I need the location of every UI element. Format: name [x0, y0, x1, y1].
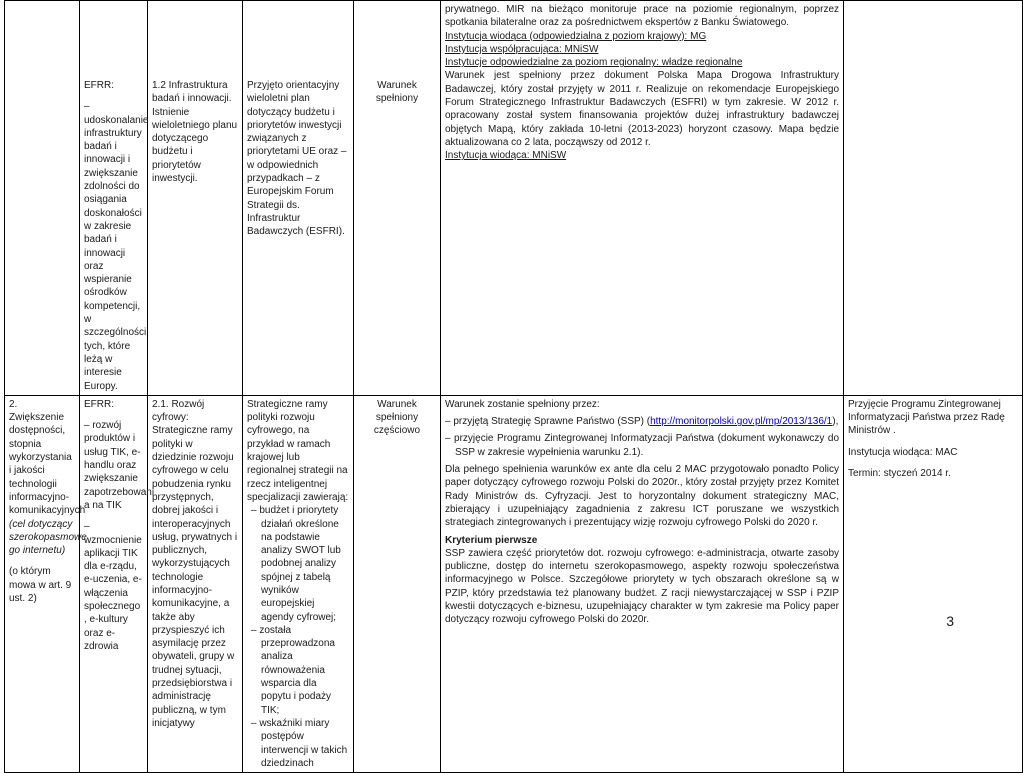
- explanation-cell: [441, 395, 844, 772]
- criteria-item: – została przeprowadzona analiza równoważenia wsparcia dla popytu i podaży TIK;: [251, 624, 335, 716]
- objective-title: 2. Zwiększenie dostępności, stopnia wykorzystania i jakości technologii informacyjno-komunikacyjnych: [9, 398, 86, 517]
- objective-cell: [5, 1, 80, 396]
- explanation-line: Dla pełnego spełnienia warunków ex ante dla celu 2 MAC przygotowało ponadto Policy paper dotyczący cyfrowego rozwoju Polski do 2020r., który został przyjęty przez Komitet Rady Ministrów ds. Cyfryzacji. Jest to horyzontalny dokument strategiczny MAC, zbierający i uzupełniający zagadnienia z zakresu ICT poruszane we wszystkich strategiach zintegrowanych i prezentujący wizję rozwoju cyfrowego Polski do 2020 r.: [445, 464, 840, 529]
- action-text: Przyjęcie Programu Zintegrowanej Informatyzacji Państwa przez Radę Ministrów .: [848, 398, 1005, 437]
- explanation-item: – przyjęcie Programu Zintegrowanej Informatyzacji Państwa (dokument wykonawczy do SSP w zakresie wypełnienia warunku 2.1).: [445, 433, 840, 458]
- conditionality-cell: [148, 395, 243, 772]
- item-text: ),: [832, 416, 839, 428]
- investment-priority-cell: [80, 395, 155, 772]
- investment-priority-cell: [80, 1, 148, 396]
- conditionality-text: 1.2 Infrastruktura badań i innowacji. Istnienie wieloletniego planu dotyczącego budżetu i priorytetów inwestycji.: [152, 80, 238, 185]
- efrr-heading: EFRR:: [84, 398, 114, 410]
- actions-cell: [844, 395, 1023, 772]
- explanation-item: [445, 415, 839, 428]
- fulfilment-status: Warunek spełniony częściowo: [373, 398, 421, 437]
- efrr-heading: EFRR:: [84, 80, 114, 91]
- objective-cell: [5, 395, 87, 772]
- criterion-heading: Kryterium pierwsze: [445, 534, 538, 546]
- objective-note: (cel dotyczący szerokopasmowe go internetu): [9, 518, 87, 557]
- investment-priority-item: – wzmocnienie aplikacji TIK dla e-rządu, e-uczenia, e-włączenia społecznego , e-kultury oraz e-zdrowia: [84, 521, 142, 652]
- ssp-link[interactable]: http://monitorpolski.gov.pl/mp/2013/136/1: [650, 416, 833, 428]
- criteria-item: – wskaźniki miary postępów interwencji w takich dziedzinach: [251, 717, 348, 769]
- investment-priority-item: – rozwój produktów i usług TIK, e-handlu oraz zwiększanie zapotrzebowani a na TIK: [84, 420, 155, 511]
- table-row: [5, 1, 1023, 396]
- conditionality-cell: [148, 1, 243, 396]
- regional-institutions: Instytucje odpowiedzialne za poziom regionalny: władze regionalne: [445, 57, 743, 69]
- explanation-line: Warunek zostanie spełniony przez:: [445, 398, 600, 410]
- conditionality-text: 2.1. Rozwój cyfrowy: Strategiczne ramy polityki w dziedzinie rozwoju cyfrowego w celu pobudzenia rynku przystępnych, dobrej jakości i interoperacyjnych usług, prywatnych i publicznych, wykorzystujących technologie informacyjno-komunikacyjne, a także aby przyspieszyć ich asymilację przez obywateli, grupy w trudnej sytuacji, przedsiębiorstwa i administrację publiczną, w tym inicjatywy: [152, 398, 238, 729]
- criteria-cell: [243, 395, 354, 772]
- criteria-text: Przyjęto orientacyjny wieloletni plan dotyczący budżetu i priorytetów inwestycji związanych z priorytetami UE oraz – w odpowiednich przypadkach – z Europejskim Forum Strategii ds. Infrastruktur Badawczych (ESFRI).: [247, 80, 347, 238]
- explanation-cell: [441, 1, 844, 396]
- fulfilment-status-cell: [354, 1, 441, 396]
- item-text: – przyjętą Strategię Sprawne Państwo (SSP) (: [445, 416, 651, 428]
- lead-institution: Instytucja wiodąca: MNiSW: [445, 150, 567, 162]
- ex-ante-conditionality-table: [4, 0, 1023, 773]
- table-row: [5, 395, 1023, 772]
- investment-priority-item: – udoskonalanie infrastruktury badań i innowacji i zwiększanie zdolności do osiągania doskonałości w zakresie badań i innowacji oraz wspieranie ośrodków kompetencji, w szczególności tych, które leżą w interesie Europy.: [84, 101, 149, 392]
- page-number: 3: [946, 613, 954, 629]
- criteria-cell: [243, 1, 354, 396]
- cooperating-institution: Instytucja współpracująca: MNiSW: [445, 43, 599, 55]
- fulfilment-status-cell: [354, 395, 441, 772]
- action-deadline: Termin: styczeń 2014 r.: [848, 468, 951, 480]
- actions-cell: [844, 1, 1023, 396]
- action-lead-institution: Instytucja wiodąca: MAC: [848, 446, 958, 458]
- objective-reference: (o którym mowa w art. 9 ust. 2): [9, 566, 72, 604]
- lead-institution: Instytucja wiodąca (odpowiedzialna z poziom krajowy): MG: [445, 30, 707, 42]
- explanation-line: SSP zawiera część priorytetów dot. rozwoju cyfrowego: e-administracja, otwarte zasoby publiczne, dostęp do internetu szerokopasmowego, aspekty rozwoju społeczeństwa informacyjnego w Polsce. Szczegółowe priorytety w tych obszarach określone są w PZIP, który przedstawia też planowany budżet. Z racji niewystarczającej w SSP i PZIP kwestii dotyczących e-biznesu, uzupełniający charakter w tym zakresie ma Policy paper dotyczący rozwoju cyfrowego Polski do 2020r.: [445, 547, 840, 626]
- criteria-intro: Strategiczne ramy polityki rozwoju cyfrowego, na przykład w ramach krajowej lub regionalnej strategii na rzecz inteligentnej specjalizacji zawierają:: [247, 398, 349, 503]
- explanation-line: prywatnego. MIR na bieżąco monitoruje prace na poziomie regionalnym, poprzez spotkania bilateralne oraz za pośrednictwem ekspertów z Banku Światowego.: [445, 4, 840, 29]
- fulfilment-status: Warunek spełniony: [375, 80, 419, 105]
- explanation-line: Warunek jest spełniony przez dokument Polska Mapa Drogowa Infrastruktury Badawczej, który został przyjęty w 2011 r. Realizuje on rekomendacje Europejskiego Forum Strategicznego Infrastruktur Badawczych (ESFRI) w tym zakresie. W 2012 r. opracowany został system finansowania projektów dużej infrastruktury badawczej objętych Mapą, który zakłada 10-letni (2013-2023) horyzont czasowy. Mapa będzie aktualizowana co 2 lata, począwszy od 2012 r.: [445, 70, 840, 148]
- criteria-item: – budżet i priorytety działań określone na podstawie analizy SWOT lub podobnej analizy spójnej z tabelą wyników europejskiej agendy cyfrowej;: [251, 505, 341, 623]
